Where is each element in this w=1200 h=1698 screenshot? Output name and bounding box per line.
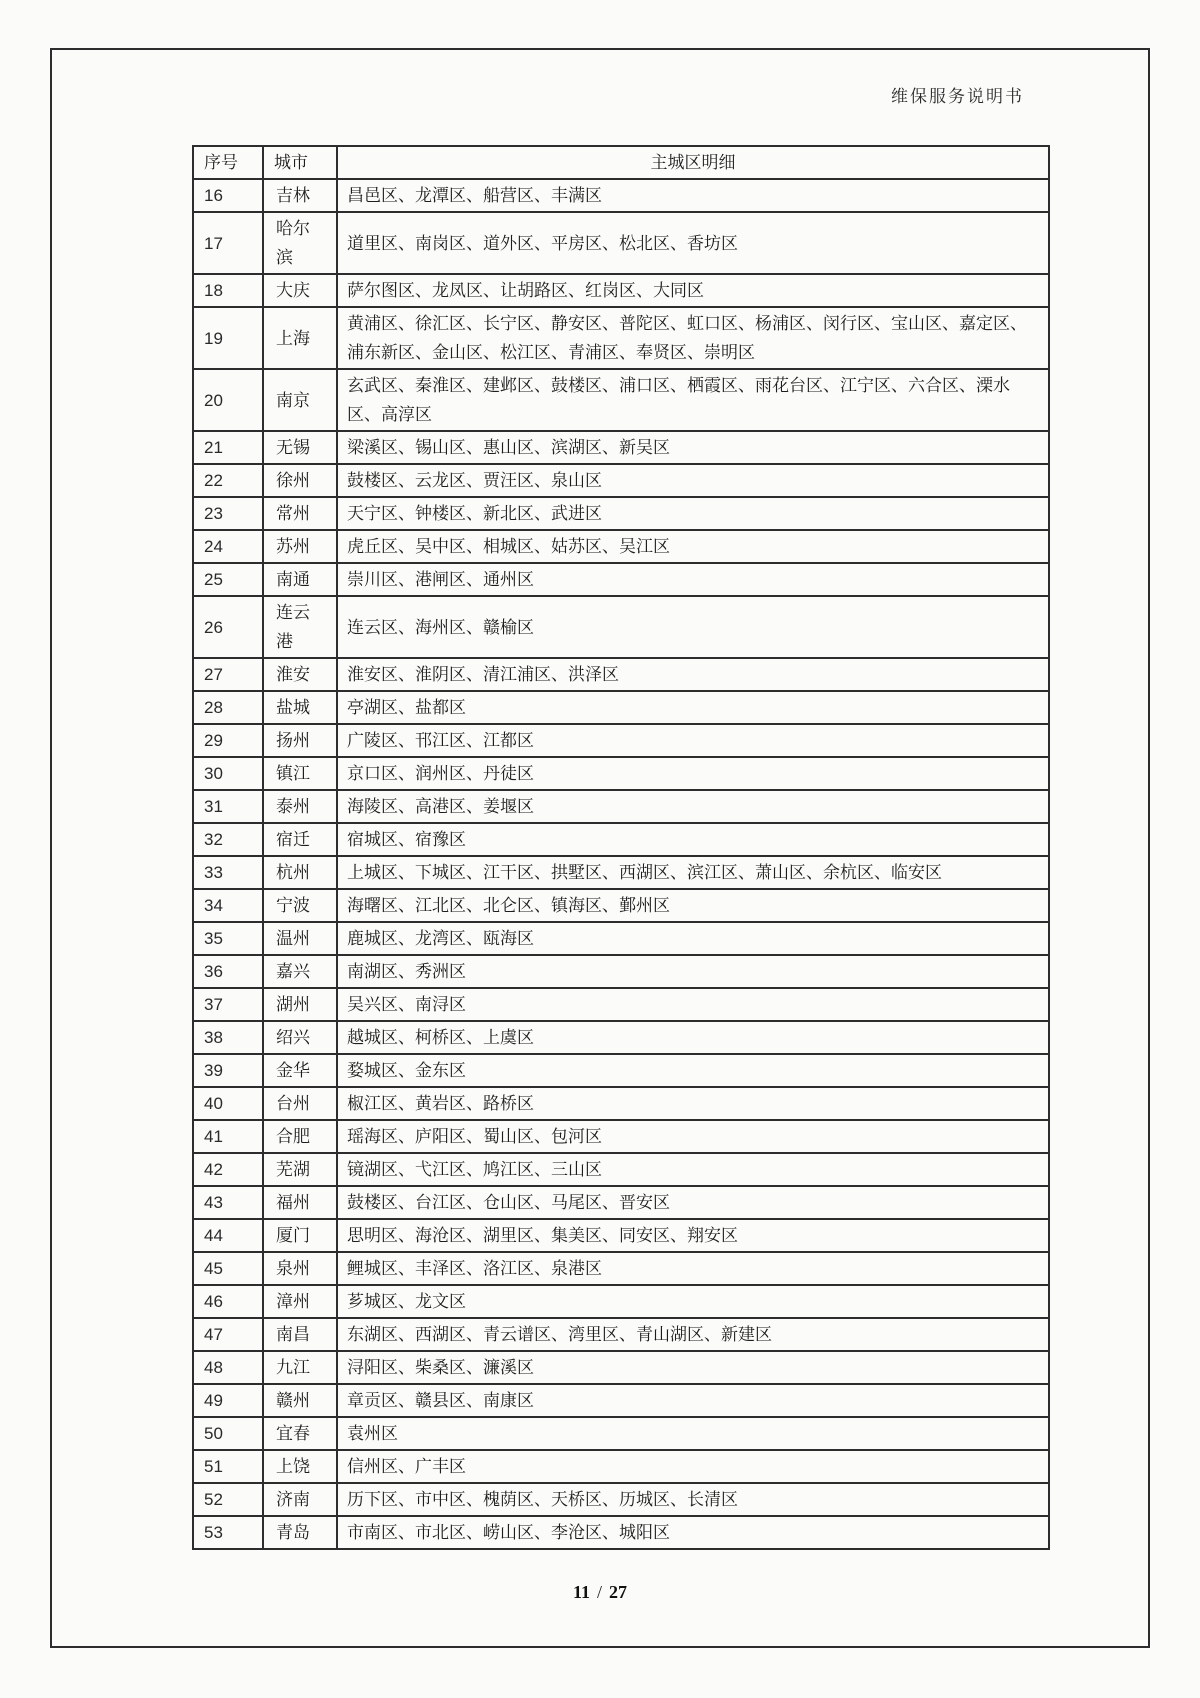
- row-districts: 章贡区、赣县区、南康区: [337, 1384, 1049, 1417]
- row-districts: 芗城区、龙文区: [337, 1285, 1049, 1318]
- row-number: 50: [193, 1417, 263, 1450]
- table-row: [193, 1054, 1049, 1087]
- table-row: [193, 889, 1049, 922]
- table-row: [193, 757, 1049, 790]
- table-row: [193, 563, 1049, 596]
- row-city: 金华: [263, 1054, 337, 1087]
- table-row: [193, 1285, 1049, 1318]
- row-districts: 广陵区、邗江区、江都区: [337, 724, 1049, 757]
- row-districts: 鹿城区、龙湾区、瓯海区: [337, 922, 1049, 955]
- row-city: 吉林: [263, 179, 337, 212]
- row-districts: 鲤城区、丰泽区、洛江区、泉港区: [337, 1252, 1049, 1285]
- row-districts: 宿城区、宿豫区: [337, 823, 1049, 856]
- row-number: 32: [193, 823, 263, 856]
- row-districts: 历下区、市中区、槐荫区、天桥区、历城区、长清区: [337, 1483, 1049, 1516]
- row-number: 42: [193, 1153, 263, 1186]
- row-city: 青岛: [263, 1516, 337, 1549]
- row-city: 嘉兴: [263, 955, 337, 988]
- table-row: [193, 922, 1049, 955]
- table-row: [193, 431, 1049, 464]
- row-city: 九江: [263, 1351, 337, 1384]
- table-header-row: [193, 146, 1049, 179]
- row-districts: 京口区、润州区、丹徒区: [337, 757, 1049, 790]
- row-number: 41: [193, 1120, 263, 1153]
- row-number: 46: [193, 1285, 263, 1318]
- table-row: [193, 1318, 1049, 1351]
- row-number: 27: [193, 658, 263, 691]
- row-number: 17: [193, 212, 263, 274]
- row-districts: 椒江区、黄岩区、路桥区: [337, 1087, 1049, 1120]
- city-districts-table: [192, 145, 1050, 1550]
- table-row: [193, 307, 1049, 369]
- column-header-no: 序号: [193, 146, 263, 179]
- row-city: 扬州: [263, 724, 337, 757]
- row-city: 福州: [263, 1186, 337, 1219]
- row-city: 温州: [263, 922, 337, 955]
- table-row: [193, 955, 1049, 988]
- table-row: [193, 1417, 1049, 1450]
- row-city: 南昌: [263, 1318, 337, 1351]
- row-city: 大庆: [263, 274, 337, 307]
- table-row: [193, 691, 1049, 724]
- row-city: 常州: [263, 497, 337, 530]
- row-city: 台州: [263, 1087, 337, 1120]
- row-city: 绍兴: [263, 1021, 337, 1054]
- row-number: 18: [193, 274, 263, 307]
- table-row: [193, 1450, 1049, 1483]
- row-districts: 上城区、下城区、江干区、拱墅区、西湖区、滨江区、萧山区、余杭区、临安区: [337, 856, 1049, 889]
- table-row: [193, 724, 1049, 757]
- row-districts: 镜湖区、弋江区、鸠江区、三山区: [337, 1153, 1049, 1186]
- row-city: 宁波: [263, 889, 337, 922]
- row-number: 23: [193, 497, 263, 530]
- row-districts: 吴兴区、南浔区: [337, 988, 1049, 1021]
- row-city: 镇江: [263, 757, 337, 790]
- page-number-current: 11: [572, 1582, 590, 1602]
- row-districts: 信州区、广丰区: [337, 1450, 1049, 1483]
- row-districts: 淮安区、淮阴区、清江浦区、洪泽区: [337, 658, 1049, 691]
- table-row: [193, 1153, 1049, 1186]
- row-city: 淮安: [263, 658, 337, 691]
- table-row: [193, 658, 1049, 691]
- row-number: 25: [193, 563, 263, 596]
- row-number: 24: [193, 530, 263, 563]
- row-districts: 黄浦区、徐汇区、长宁区、静安区、普陀区、虹口区、杨浦区、闵行区、宝山区、嘉定区、浦东新区、金山区、松江区、青浦区、奉贤区、崇明区: [337, 307, 1049, 369]
- row-districts: 连云区、海州区、赣榆区: [337, 596, 1049, 658]
- row-city: 徐州: [263, 464, 337, 497]
- row-number: 40: [193, 1087, 263, 1120]
- row-districts: 萨尔图区、龙凤区、让胡路区、红岗区、大同区: [337, 274, 1049, 307]
- row-districts: 海曙区、江北区、北仑区、镇海区、鄞州区: [337, 889, 1049, 922]
- row-city: 南京: [263, 369, 337, 431]
- row-number: 37: [193, 988, 263, 1021]
- row-districts: 昌邑区、龙潭区、船营区、丰满区: [337, 179, 1049, 212]
- row-city: 漳州: [263, 1285, 337, 1318]
- table-row: [193, 1186, 1049, 1219]
- row-number: 38: [193, 1021, 263, 1054]
- row-districts: 越城区、柯桥区、上虞区: [337, 1021, 1049, 1054]
- column-header-districts: 主城区明细: [337, 146, 1049, 179]
- row-districts: 梁溪区、锡山区、惠山区、滨湖区、新吴区: [337, 431, 1049, 464]
- row-city: 南通: [263, 563, 337, 596]
- row-number: 43: [193, 1186, 263, 1219]
- table-row: [193, 988, 1049, 1021]
- row-number: 49: [193, 1384, 263, 1417]
- row-city: 泰州: [263, 790, 337, 823]
- row-districts: 鼓楼区、云龙区、贾汪区、泉山区: [337, 464, 1049, 497]
- row-number: 36: [193, 955, 263, 988]
- table-row: [193, 1351, 1049, 1384]
- row-districts: 袁州区: [337, 1417, 1049, 1450]
- table-row: [193, 1483, 1049, 1516]
- row-number: 33: [193, 856, 263, 889]
- row-districts: 东湖区、西湖区、青云谱区、湾里区、青山湖区、新建区: [337, 1318, 1049, 1351]
- row-number: 29: [193, 724, 263, 757]
- row-number: 20: [193, 369, 263, 431]
- row-districts: 鼓楼区、台江区、仓山区、马尾区、晋安区: [337, 1186, 1049, 1219]
- row-city: 上海: [263, 307, 337, 369]
- row-city: 苏州: [263, 530, 337, 563]
- row-city: 上饶: [263, 1450, 337, 1483]
- row-districts: 玄武区、秦淮区、建邺区、鼓楼区、浦口区、栖霞区、雨花台区、江宁区、六合区、溧水区、高淳区: [337, 369, 1049, 431]
- table-row: [193, 596, 1049, 658]
- row-number: 52: [193, 1483, 263, 1516]
- table-body: [193, 179, 1049, 1549]
- page-number-total: 27: [609, 1582, 628, 1602]
- row-city: 厦门: [263, 1219, 337, 1252]
- row-number: 45: [193, 1252, 263, 1285]
- table-row: [193, 1516, 1049, 1549]
- row-number: 47: [193, 1318, 263, 1351]
- table-row: [193, 1087, 1049, 1120]
- row-number: 44: [193, 1219, 263, 1252]
- table-row: [193, 856, 1049, 889]
- table-row: [193, 530, 1049, 563]
- row-city: 盐城: [263, 691, 337, 724]
- row-city: 合肥: [263, 1120, 337, 1153]
- row-number: 51: [193, 1450, 263, 1483]
- row-city: 济南: [263, 1483, 337, 1516]
- row-number: 19: [193, 307, 263, 369]
- row-city: 连云港: [263, 596, 337, 658]
- table-row: [193, 1384, 1049, 1417]
- page-number-separator: /: [597, 1582, 603, 1602]
- row-number: 39: [193, 1054, 263, 1087]
- row-number: 48: [193, 1351, 263, 1384]
- row-city: 泉州: [263, 1252, 337, 1285]
- row-number: 34: [193, 889, 263, 922]
- column-header-city: 城市: [263, 146, 337, 179]
- document-header: [0, 82, 1024, 107]
- table-row: [193, 1252, 1049, 1285]
- row-number: 21: [193, 431, 263, 464]
- table-row: [193, 790, 1049, 823]
- page-footer: [0, 1582, 1200, 1603]
- row-districts: 亭湖区、盐都区: [337, 691, 1049, 724]
- row-districts: 南湖区、秀洲区: [337, 955, 1049, 988]
- row-number: 30: [193, 757, 263, 790]
- row-number: 22: [193, 464, 263, 497]
- row-districts: 崇川区、港闸区、通州区: [337, 563, 1049, 596]
- table-row: [193, 179, 1049, 212]
- row-city: 芜湖: [263, 1153, 337, 1186]
- document-title: 维保服务说明书: [891, 87, 1024, 106]
- row-districts: 市南区、市北区、崂山区、李沧区、城阳区: [337, 1516, 1049, 1549]
- row-number: 26: [193, 596, 263, 658]
- row-city: 杭州: [263, 856, 337, 889]
- row-districts: 婺城区、金东区: [337, 1054, 1049, 1087]
- table-row: [193, 274, 1049, 307]
- row-districts: 虎丘区、吴中区、相城区、姑苏区、吴江区: [337, 530, 1049, 563]
- table-row: [193, 212, 1049, 274]
- row-number: 16: [193, 179, 263, 212]
- table-row: [193, 497, 1049, 530]
- row-city: 宜春: [263, 1417, 337, 1450]
- row-city: 湖州: [263, 988, 337, 1021]
- row-number: 53: [193, 1516, 263, 1549]
- row-districts: 海陵区、高港区、姜堰区: [337, 790, 1049, 823]
- row-districts: 道里区、南岗区、道外区、平房区、松北区、香坊区: [337, 212, 1049, 274]
- table-row: [193, 1219, 1049, 1252]
- row-districts: 浔阳区、柴桑区、濂溪区: [337, 1351, 1049, 1384]
- row-city: 无锡: [263, 431, 337, 464]
- row-districts: 天宁区、钟楼区、新北区、武进区: [337, 497, 1049, 530]
- row-city: 哈尔滨: [263, 212, 337, 274]
- table-row: [193, 1120, 1049, 1153]
- table-row: [193, 823, 1049, 856]
- row-number: 31: [193, 790, 263, 823]
- table-row: [193, 1021, 1049, 1054]
- row-districts: 瑶海区、庐阳区、蜀山区、包河区: [337, 1120, 1049, 1153]
- table-row: [193, 464, 1049, 497]
- row-city: 宿迁: [263, 823, 337, 856]
- row-city: 赣州: [263, 1384, 337, 1417]
- row-number: 28: [193, 691, 263, 724]
- row-districts: 思明区、海沧区、湖里区、集美区、同安区、翔安区: [337, 1219, 1049, 1252]
- row-number: 35: [193, 922, 263, 955]
- table-row: [193, 369, 1049, 431]
